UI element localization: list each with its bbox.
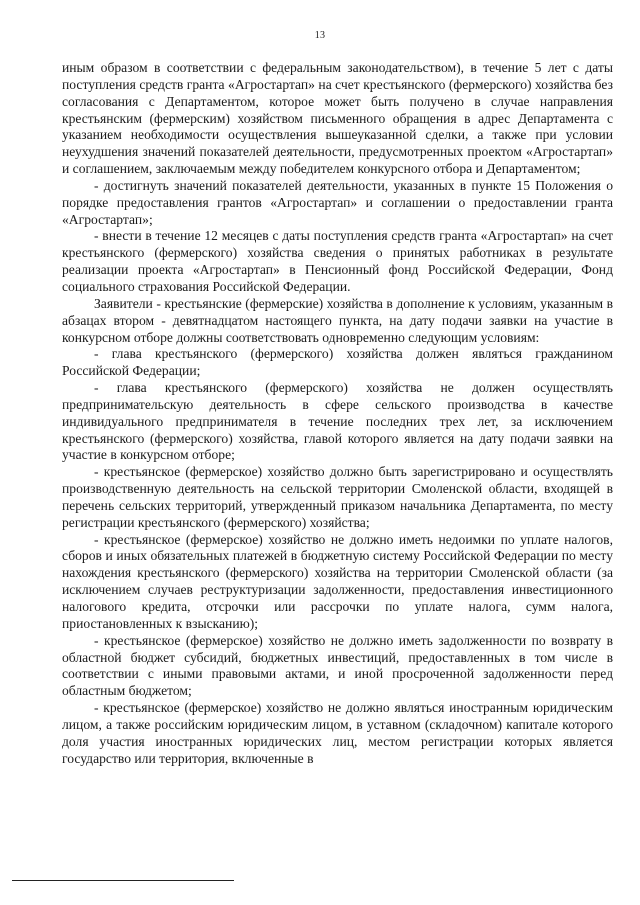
paragraph: - крестьянское (фермерское) хозяйство должно быть зарегистрировано и осуществлять производственную деятельность на сельской территории Смоленской области, входящей в перечень сельских территорий, утвержденный приказом начальника Департамента, по месту регистрации крестьянского (фермерского) хозяйства; — [62, 464, 613, 530]
paragraph: - достигнуть значений показателей деятельности, указанных в пункте 15 Положения о порядке предоставления грантов «Агростартап» и соглашении о предоставлении гранта «Агростартап»; — [62, 177, 613, 227]
paragraph: - крестьянское (фермерское) хозяйство не должно иметь недоимки по уплате налогов, сборов и иных обязательных платежей в бюджетную систему Российской Федерации по месту нахождения крестьянского (фермерского) хозяйства на территории Смоленской области (за исключением случаев реструктуризации задолженности, предоставления инвестиционного налогового кредита, отсрочки или рассрочки по уплате налога, сумм налога, приостановленных к взысканию); — [62, 531, 613, 631]
paragraph: - крестьянское (фермерское) хозяйство не должно иметь задолженности по возврату в областной бюджет субсидий, бюджетных инвестиций, предоставленных в том числе в соответствии с иными правовыми актами, и иной просроченной задолженности перед областным бюджетом; — [62, 632, 613, 699]
footer-rule — [12, 880, 234, 881]
page-number: 13 — [314, 30, 326, 41]
paragraph: - внести в течение 12 месяцев с даты поступления средств гранта «Агростартап» на счет крестьянского (фермерского) хозяйства сведения о принятых работниках в результате реализации проекта «Агростартап» в Пенсионный фонд Российской Федерации, Фонд социального страхования Российской Федерации. — [62, 228, 613, 294]
paragraph: - глава крестьянского (фермерского) хозяйства должен являться гражданином Российской Федерации; — [62, 346, 613, 379]
paragraph: Заявители - крестьянские (фермерские) хозяйства в дополнение к условиям, указанным в абзацах втором - девятнадцатом настоящего пункта, на дату подачи заявки на участие в конкурсном отборе должны соответствовать одновременно следующим условиям: — [62, 295, 613, 345]
document-body — [62, 60, 613, 767]
paragraph: - крестьянское (фермерское) хозяйство не должно являться иностранным юридическим лицом, а также российским юридическим лицом, в уставном (складочном) капитале которого доля участия иностранных юридических лиц, местом регистрации которых является государство или территория, включенные в — [62, 700, 613, 766]
paragraph: иным образом в соответствии с федеральным законодательством), в течение 5 лет с даты поступления средств гранта «Агростартап» на счет крестьянского (фермерского) хозяйства без согласования с Департаментом, которое может быть получено в случае направления крестьянским (фермерским) хозяйством письменного обращения в адрес Департамента с указанием необходимости осуществления вышеуказанной сделки, а также при условии неухудшения значений показателей деятельности, предусмотренных проектом «Агростартап» и соглашением, заключаемым между победителем конкурсного отбора и Департаментом; — [62, 60, 613, 177]
paragraph: - глава крестьянского (фермерского) хозяйства не должен осуществлять предпринимательскую деятельность в сфере сельского производства в качестве индивидуального предпринимателя в течение последних трех лет, за исключением крестьянского (фермерского) хозяйства, главой которого является на дату подачи заявки на участие в конкурсном отборе; — [62, 380, 613, 463]
